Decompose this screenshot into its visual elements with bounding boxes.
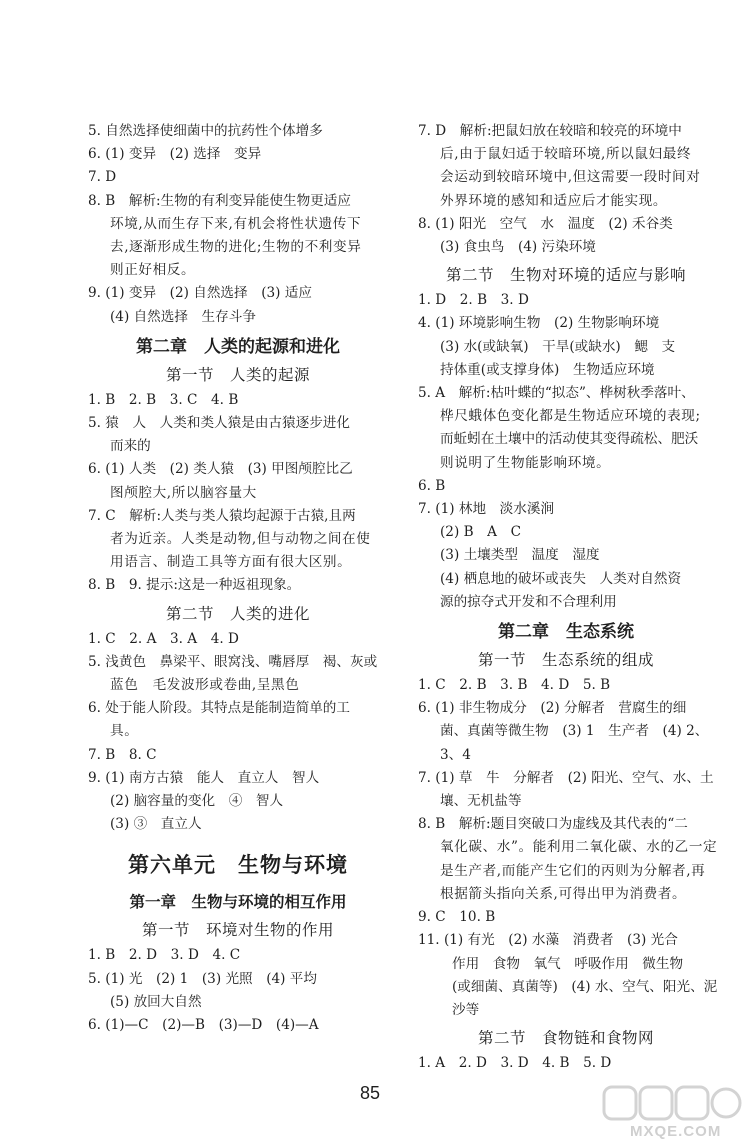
answer-line-continued: 作用 食物 氧气 呼吸作用 微生物: [452, 955, 684, 972]
right-column: [418, 120, 718, 1075]
answer-line-continued: 者为近亲。人类是动物,但与动物之间在使: [110, 531, 371, 548]
answer-line: 8. B 解析:题目突破口为虚线及其代表的“二: [418, 816, 688, 833]
section-heading: 第一节 环境对生物的作用: [141, 921, 334, 940]
answer-line-continued: (3) 土壤类型 温度 湿度: [440, 547, 600, 564]
watermark-logo-icon: [602, 1083, 742, 1123]
answer-line-continued: 会运动到较暗环境中,但这需要一段时间对: [440, 169, 701, 186]
answer-line: 11. (1) 有光 (2) 水藻 消费者 (3) 光合: [418, 932, 678, 949]
answer-line: 7. C 解析:人类与类人猿均起源于古猿,且两: [88, 507, 356, 524]
answer-line-continued: 图颅腔大,所以脑容量大: [110, 484, 257, 501]
section-heading: 第二节 人类的进化: [165, 604, 310, 623]
chapter-heading: 第一章 生物与环境的相互作用: [129, 893, 347, 912]
page-number: 85: [360, 1083, 381, 1103]
answer-line-continued: 去,逐渐形成生物的进化;生物的不利变异: [110, 239, 362, 256]
answer-line: 1. D 2. B 3. D: [418, 292, 529, 309]
answer-line: 5. (1) 光 (2) 1 (3) 光照 (4) 平均: [88, 970, 317, 987]
answer-line-continued: (3) 食虫鸟 (4) 污染环境: [440, 239, 596, 256]
answer-line: 5. 浅黄色 鼻梁平、眼窝浅、嘴唇厚 褐、灰或: [88, 653, 378, 670]
answer-line-continued: 用语言、制造工具等方面有很大区别。: [110, 554, 352, 571]
answer-line: 8. B 9. 提示:这是一种返祖现象。: [88, 577, 301, 594]
answer-line: 1. B 2. D 3. D 4. C: [88, 947, 241, 964]
section-heading: 第二节 食物链和食物网: [477, 1029, 654, 1048]
answer-line-continued: 桦尺蛾体色变化都是生物适应环境的表现;: [440, 408, 701, 425]
answer-line-continued: (或细菌、真菌等) (4) 水、空气、阳光、泥: [452, 978, 718, 995]
answer-line: 1. C 2. A 3. A 4. D: [88, 630, 239, 647]
answer-line-continued: (3) ③ 直立人: [110, 816, 202, 833]
answer-line-continued: 持体重(或支撑身体) 生物适应环境: [440, 361, 655, 378]
answer-line: 7. B 8. C: [88, 746, 157, 763]
answer-line-continued: 3、4: [440, 746, 471, 763]
answer-line: 5. 自然选择使细菌中的抗药性个体增多: [88, 123, 323, 139]
answer-line-continued: 则正好相反。: [110, 262, 196, 279]
answer-line-continued: 氧化碳、水”。能利用二氧化碳、水的乙一定: [440, 839, 718, 856]
answer-line-continued: 外界环境的感知和适应后才能实现。: [440, 192, 668, 209]
answer-line: 1. C 2. B 3. B 4. D 5. B: [418, 677, 611, 694]
answer-line: 1. B 2. B 3. C 4. B: [88, 391, 239, 408]
answer-line-continued: (2) B A C: [440, 524, 521, 541]
answer-line-continued: 具。: [110, 723, 139, 740]
answer-line-continued: 后,由于鼠妇适于较暗环境,所以鼠妇最终: [440, 146, 692, 163]
answer-line-continued: 壤、无机盐等: [440, 793, 522, 810]
answer-line-continued: 根据箭头指向关系,可得出甲为消费者。: [440, 885, 687, 902]
answer-line-continued: 源的掠夺式开发和不合理利用: [440, 593, 617, 610]
answer-line: 7. D 解析:把鼠妇放在较暗和较亮的环境中: [418, 123, 682, 139]
answer-line: 9. (1) 南方古猿 能人 直立人 智人: [88, 769, 320, 786]
answer-line-continued: (3) 水(或缺氧) 干旱(或缺水) 鳃 支: [440, 338, 676, 355]
answer-line: 7. D: [88, 169, 117, 186]
unit-heading: 第六单元 生物与环境: [128, 853, 348, 878]
chapter-heading: 第二章 生态系统: [498, 622, 634, 643]
answer-line: 6. (1) 变异 (2) 选择 变异: [88, 146, 262, 163]
answer-line: 6. (1) 非生物成分 (2) 分解者 营腐生的细: [418, 700, 687, 717]
answer-line: 1. A 2. D 3. D 4. B 5. D: [418, 1055, 612, 1072]
section-heading: 第一节 生态系统的组成: [477, 651, 654, 670]
answer-line: 6. 处于能人阶段。其特点是能制造简单的工: [88, 700, 350, 717]
answer-line-continued: 沙等: [452, 1001, 480, 1018]
watermark: [602, 1083, 742, 1143]
answer-line-continued: 环境,从而生存下来,有机会将性状遗传下: [110, 215, 362, 232]
answer-line: 5. A 解析:枯叶蝶的“拟态”、桦树秋季落叶、: [418, 385, 695, 402]
answer-line-continued: 而来的: [110, 438, 151, 455]
answer-line: 5. 猿 人 人类和类人猿是由古猿逐步进化: [88, 415, 350, 432]
answer-line: 9. C 10. B: [418, 909, 496, 926]
answer-line: 6. B: [418, 477, 446, 494]
answer-line: 6. (1) 人类 (2) 类人猿 (3) 甲图颅腔比乙: [88, 461, 353, 478]
answer-line: 7. (1) 草 牛 分解者 (2) 阳光、空气、水、土: [418, 769, 714, 786]
answer-line-continued: 菌、真菌等微生物 (3) 1 生产者 (4) 2、: [440, 723, 709, 740]
watermark-text: MXQE.COM: [630, 1123, 722, 1140]
answer-line: 8. B 解析:生物的有利变异能使生物更适应: [88, 192, 351, 209]
chapter-heading: 第二章 人类的起源和进化: [136, 336, 340, 357]
answer-line-continued: 而蚯蚓在土壤中的活动使其变得疏松、肥沃: [440, 431, 699, 448]
section-heading: 第一节 人类的起源: [165, 365, 310, 384]
answer-line-continued: (4) 栖息地的破坏或丧失 人类对自然资: [440, 570, 682, 587]
answer-line: 9. (1) 变异 (2) 自然选择 (3) 适应: [88, 285, 312, 302]
answer-line-continued: 蓝色 毛发波形或卷曲,呈黑色: [110, 677, 300, 694]
answer-line: 8. (1) 阳光 空气 水 温度 (2) 禾谷类: [418, 215, 673, 232]
answer-line-continued: 是生产者,而能产生它们的丙则为分解者,再: [440, 862, 706, 879]
answer-line-continued: (2) 脑容量的变化 ④ 智人: [110, 793, 284, 810]
answer-line: 4. (1) 环境影响生物 (2) 生物影响环境: [418, 315, 660, 332]
answer-line-continued: 则说明了生物能影响环境。: [440, 454, 611, 471]
answer-line: 7. (1) 林地 淡水溪涧: [418, 501, 555, 518]
left-column: [88, 120, 388, 1037]
answer-line-continued: (5) 放回大自然: [110, 993, 202, 1010]
section-heading: 第二节 生物对环境的适应与影响: [445, 266, 686, 285]
answer-line: 6. (1)—C (2)—B (3)—D (4)—A: [88, 1017, 319, 1034]
answer-line-continued: (4) 自然选择 生存斗争: [110, 308, 256, 325]
